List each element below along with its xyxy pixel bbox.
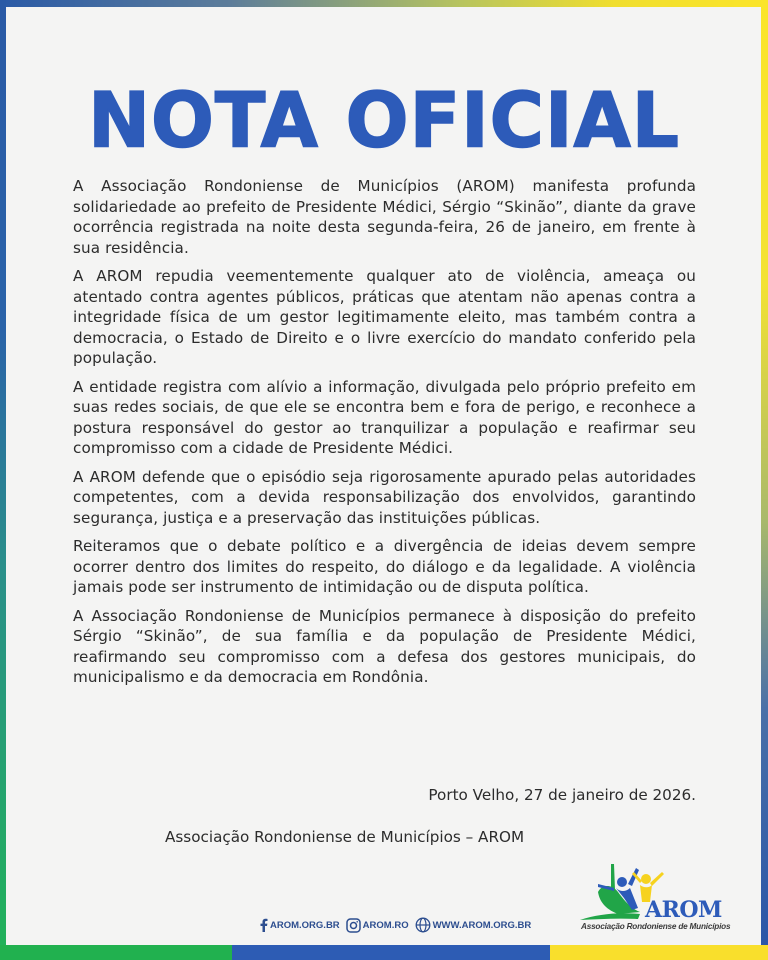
paragraph-5: Reiteramos que o debate político e a divergência de ideias devem sempre ocorrer dentro dos limites do respeito, do diálogo e da legalidade. A violência jamais pode ser instrumento de intimidação ou de disputa política.: [73, 537, 696, 596]
paragraph-6: A Associação Rondoniense de Municípios permanece à disposição do prefeito Sérgio “Skinão”, de sua família e da população de Presidente Médici, reafirmando seu compromisso com a defesa dos gestores municipais, do municipalismo e da democracia em Rondônia.: [73, 606, 696, 686]
instagram-icon: [346, 918, 361, 933]
logo-tagline: Associação Rondoniense de Municípios: [581, 922, 731, 931]
note-body: [73, 176, 696, 696]
paragraph-2: A AROM repudia veementemente qualquer ato de violência, ameaça ou atentado contra agentes públicos, práticas que atentam não apenas contra a integridade física de um gestor legitimamente eleito, mas também contra a democracia, o Estado de Direito e o livre exercício do mandato conferido pela população.: [73, 267, 696, 367]
social-links: [259, 917, 531, 933]
signature: Associação Rondoniense de Municípios – AROM: [165, 828, 525, 846]
social-link-facebook[interactable]: [259, 918, 340, 932]
social-link-website[interactable]: [415, 917, 532, 933]
paragraph-3: A entidade registra com alívio a informação, divulgada pelo próprio prefeito em suas redes sociais, de que ele se encontra bem e fora de perigo, e reconhece a postura responsável do gestor ao tranquilizar a população e reafirmar seu compromisso com a cidade de Presidente Médici.: [73, 377, 696, 457]
facebook-label: AROM.ORG.BR: [270, 919, 340, 931]
date-line: Porto Velho, 27 de janeiro de 2026.: [428, 786, 696, 804]
frame-bottom-tricolor-bar: [0, 945, 768, 960]
facebook-icon: [259, 918, 268, 932]
page-title: NOTA OFICIAL: [88, 77, 680, 165]
website-label: WWW.AROM.ORG.BR: [432, 919, 532, 931]
paragraph-1: A Associação Rondoniense de Municípios (AROM) manifesta profunda solidariedade ao prefeito de Presidente Médici, Sérgio “Skinão”, diante da grave ocorrência registrada na noite desta segunda-feira, 26 de janeiro, em frente à sua residência.: [73, 177, 696, 257]
bottom-bar-blue: [232, 945, 550, 960]
globe-icon: [415, 917, 431, 933]
paragraph-4: A AROM defende que o episódio seja rigorosamente apurado pelas autoridades competentes, com a devida responsabilização dos envolvidos, garantindo segurança, justiça e a preservação das instituições públicas.: [73, 467, 696, 527]
arom-logo: [578, 862, 740, 932]
bottom-bar-yellow: [550, 945, 768, 960]
bottom-bar-green: [0, 945, 232, 960]
instagram-label: AROM.RO: [362, 919, 409, 931]
logo-wordmark: AROM: [645, 897, 722, 923]
social-link-instagram[interactable]: [346, 918, 409, 933]
frame-top-border: [0, 0, 768, 7]
